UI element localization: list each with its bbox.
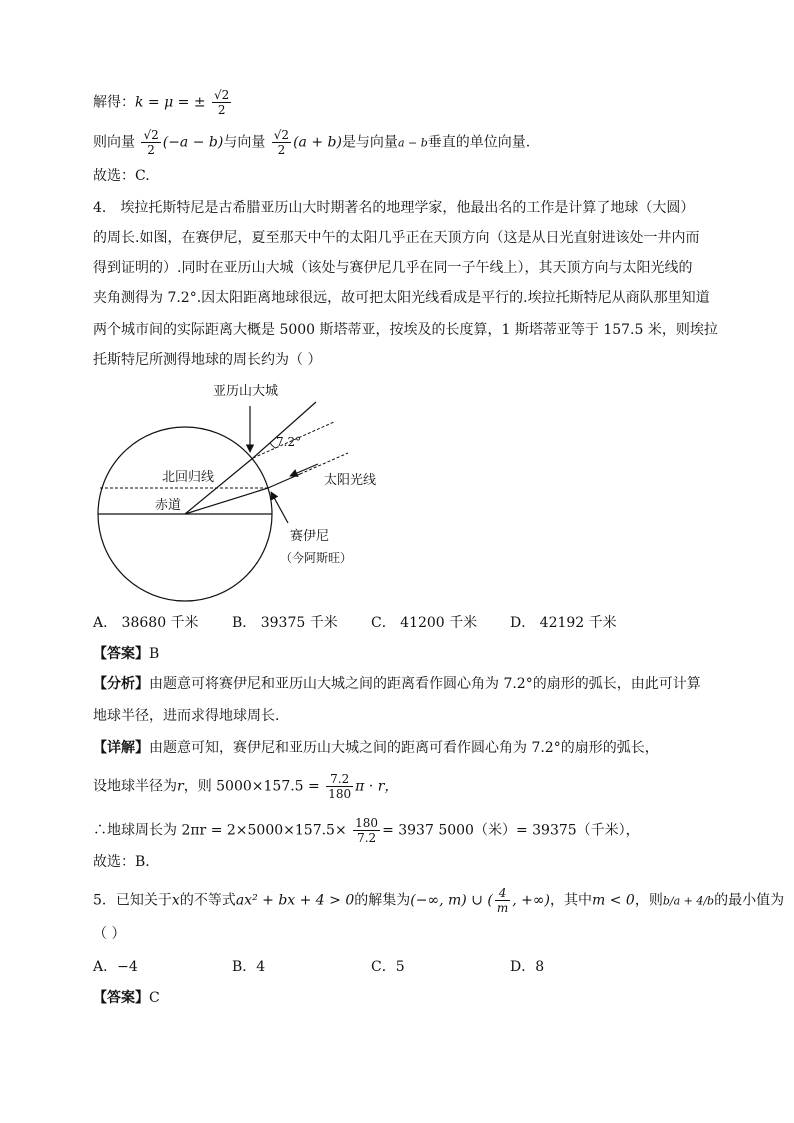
- q4-detail-line-1: [93, 738, 659, 758]
- sol3-jie-de-prefix: 解得：: [93, 94, 135, 111]
- label-syene-modern: （今阿斯旺）: [280, 551, 353, 565]
- q5-text-a: 5．已知关于: [93, 892, 172, 909]
- radius-alexandria: [185, 458, 253, 514]
- sol3-vec-expr3: a − b: [397, 136, 428, 150]
- sol3-vec-text-c: 是与向量: [341, 134, 398, 151]
- q5-option-c: C．5: [371, 959, 405, 975]
- syene-sun-ray-solid: [268, 474, 300, 488]
- q4-stem-line-2: 的周长.如图，在赛伊尼，夏至那天中午的太阳几乎正在天顶方向（这是从日光直射进该处一井内而: [93, 230, 700, 246]
- syene-sun-ray-dashed: [300, 453, 348, 474]
- radius-syene: [185, 488, 268, 514]
- q5-m-condition: m < 0: [592, 892, 635, 909]
- sol3-vec-frac2: $\frac{√2}{2}$: [273, 128, 290, 157]
- sol3-vector-line: [93, 128, 530, 157]
- q4-answer-tag: 【答案】: [93, 646, 149, 662]
- q5-text-c: 的解集为: [354, 892, 411, 909]
- label-sunlight: 太阳光线: [324, 473, 377, 488]
- q5-stem-line-1: [93, 886, 784, 915]
- label-syene: 赛伊尼: [290, 529, 330, 544]
- label-angle: 7.2°: [276, 435, 302, 449]
- q5-frac: $\frac{4}{m}$: [496, 886, 509, 915]
- sol3-vec-expr2: (a + b): [293, 134, 342, 151]
- q4-detail-3b: = 3937 5000（米）= 39375（千米），: [382, 822, 640, 839]
- q4-analysis-line-1: [93, 674, 701, 694]
- q4-detail-tag: 【详解】: [93, 740, 149, 756]
- q4-stem-line-4: 夹角测得为 7.2°.因太阳距离地球很远，故可把太阳光线看成是平行的.埃拉托斯特尼从商队那里知道: [93, 290, 710, 306]
- q5-answer-tag: 【答案】: [93, 990, 149, 1006]
- q4-stem-line-6: 托斯特尼所测得地球的周长约为（ ）: [93, 352, 322, 368]
- q5-inequality: ax² + bx + 4 > 0: [235, 892, 355, 909]
- sol3-gu-xuan: 故选：C.: [93, 168, 150, 184]
- q4-stem-line-5: 两个城市间的实际距离大概是 5000 斯塔蒂亚，按埃及的长度算，1 斯塔蒂亚等于 157.5 米，则埃拉: [93, 322, 718, 338]
- sol3-jie-de-expr: k = μ = ±: [135, 94, 206, 111]
- sol3-frac: $\frac{√2}{2}$: [214, 88, 230, 117]
- q5-expr: b/a + 4/b: [662, 894, 715, 908]
- q5-answer-line: [93, 988, 160, 1008]
- label-equator: 赤道: [155, 498, 182, 513]
- q4-option-a: A． 38680 千米: [93, 615, 199, 631]
- q4-answer: B: [149, 646, 160, 662]
- sunlight-arrow: [290, 464, 318, 476]
- sol3-vec-frac1: $\frac{√2}{2}$: [143, 128, 159, 157]
- q4-detail-text-1: 由题意可知，赛伊尼和亚历山大城之间的距离可看作圆心角为 7.2°的扇形的弧长，: [149, 740, 659, 756]
- sol3-vec-text-d: 垂直的单位向量.: [427, 134, 531, 151]
- q4-detail-line-3: [93, 816, 640, 845]
- q5-option-b: B．4: [232, 959, 266, 975]
- q5-var-x: x: [171, 892, 180, 909]
- q5-option-a: A．−4: [93, 959, 138, 975]
- q4-stem-line-3: 得到证明的）.同时在亚历山大城（该处与赛伊尼几乎在同一子午线上），其天顶方向与太阳光线的: [93, 260, 693, 276]
- q4-answer-line: [93, 644, 159, 664]
- q4-option-d: D． 42192 千米: [510, 615, 617, 631]
- q4-detail-2b: ，则 5000×157.5 =: [183, 778, 320, 795]
- q4-detail-frac2: $\frac{180}{7.2}$: [355, 816, 379, 845]
- q5-set-b: , +∞): [512, 892, 550, 909]
- q5-answer: C: [149, 990, 160, 1006]
- q4-gu-xuan: 故选：B.: [93, 854, 150, 870]
- q4-detail-2c: π · r，: [355, 778, 399, 795]
- sol3-vec-text-a: 则向量: [93, 134, 135, 151]
- q4-analysis-tag: 【分析】: [93, 676, 149, 692]
- q4-analysis-line-2: 地球半径，进而求得地球周长.: [93, 708, 280, 724]
- label-alexandria: 亚历山大城: [213, 384, 279, 399]
- label-tropic: 北回归线: [162, 470, 215, 485]
- q4-stem-line-1: 4． 埃拉托斯特尼是古希腊亚历山大时期著名的地理学家，他最出名的工作是计算了地球（大圆）: [93, 200, 695, 216]
- q4-analysis-text-1: 由题意可将赛伊尼和亚历山大城之间的距离看作圆心角为 7.2°的扇形的弧长，由此可计算: [149, 676, 701, 692]
- q4-option-b: B． 39375 千米: [232, 615, 338, 631]
- sol3-vec-expr1: (−a − b): [162, 134, 224, 151]
- q5-stem-line-2: （ ）: [93, 926, 126, 942]
- q4-detail-2a: 设地球半径为: [93, 778, 177, 795]
- q5-text-d: ，其中: [550, 892, 592, 909]
- q5-text-b: 的不等式: [179, 892, 236, 909]
- q4-detail-frac1: $\frac{7.2}{180}$: [328, 772, 352, 801]
- q4-figure: [90, 378, 430, 613]
- q4-option-c: C． 41200 千米: [371, 615, 478, 631]
- alexandria-zenith-line: [253, 402, 316, 458]
- q4-detail-3a: ∴地球周长为 2πr = 2×5000×157.5×: [93, 822, 347, 839]
- q4-detail-2r: r: [177, 778, 184, 795]
- q4-detail-line-2: [93, 772, 398, 801]
- q5-text-e: ，则: [634, 892, 663, 909]
- q5-text-f: 的最小值为: [714, 892, 785, 909]
- q5-set-a: (−∞, m) ∪ (: [410, 892, 493, 909]
- q5-option-d: D．8: [510, 959, 545, 975]
- syene-arrow: [271, 492, 288, 523]
- sol3-vec-text-b: 与向量: [223, 134, 266, 151]
- sol3-jie-de-line: [93, 88, 233, 117]
